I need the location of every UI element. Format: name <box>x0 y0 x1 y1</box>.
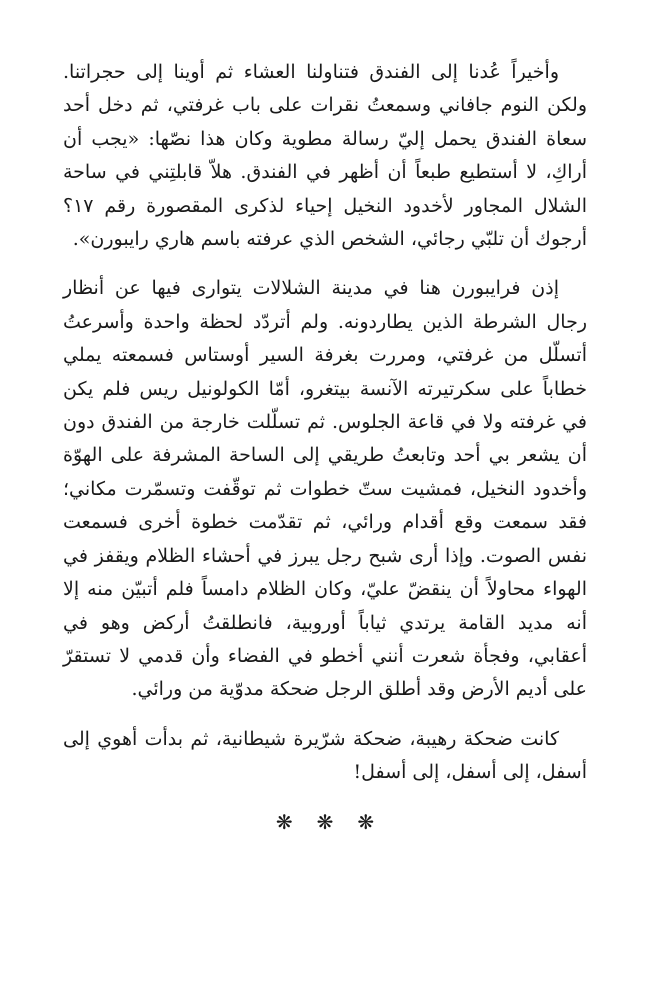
separator-mark: ❋ <box>316 809 334 834</box>
paragraph-3: كانت ضحكة رهيبة، ضحكة شرّيرة شيطانية، ثم بدأت أهوي إلى أسفل، إلى أسفل، إلى أسفل! <box>63 727 587 784</box>
separator-mark: ❋ <box>275 809 293 834</box>
paragraph-2: إذن فرايبورن هنا في مدينة الشلالات يتوارى فيها عن أنظار رجال الشرطة الذين يطاردونه. ولم أتردّد لحظة واحدة وأسرعتُ أتسلّل من غرفتي، ومررت بغرفة السير أوستاس فسمعته يملي خطاباً على سكرتيرته الآنسة بيتغرو، أمّا الكولونيل ريس فلم يكن في غرفته ولا في قاعة الجلوس. ثم تسلّلت خارجة من الفندق دون أن يشعر بي أحد وتابعتُ طريقي إلى الساحة المشرفة على الهوّة وأخدود النخيل، فمشيت ستّ خطوات ثم توقّفت وتسمّرت مكاني؛ فقد سمعت وقع أقدام ورائي، ثم تقدّمت خطوة أخرى فسمعت نفس الصوت. وإذا أرى شبح رجل يبرز في أحشاء الظلام ويقفز في الهواء محاولاً أن ينقضّ عليّ، وكان الظلام دامساً فلم أتبيّن منه إلا أنه مديد القامة يرتدي ثياباً أوروبية، فانطلقتُ أركض وهو في أعقابي، وفجأة شعرت أنني أخطو في الفضاء وأن قدمي لا تستقرّ على أديم الأرض وقد أطلق الرجل ضحكة مدوّية من ورائي. <box>63 277 588 701</box>
separator-mark: ❋ <box>357 809 375 834</box>
paragraph-1: وأخيراً عُدنا إلى الفندق فتناولنا العشاء ثم أوينا إلى حجراتنا. ولكن النوم جافاني وسمعتُ نقرات على باب غرفتي، ثم دخل أحد سعاة الفندق يحمل إليّ رسالة مطوية وكان هذا نصّها: «يجب أن أراكِ، لا أستطيع طبعاً أن أظهر في الفندق. هلاّ قابلتِني في ساحة الشلال المجاور لأخدود النخيل إحياء لذكرى المقصورة رقم ١٧؟ أرجوك أن تلبّي رجائي، الشخص الذي عرفته باسم هاري رايبورن». <box>63 61 587 251</box>
section-separator <box>63 810 587 834</box>
page-body <box>63 56 587 834</box>
